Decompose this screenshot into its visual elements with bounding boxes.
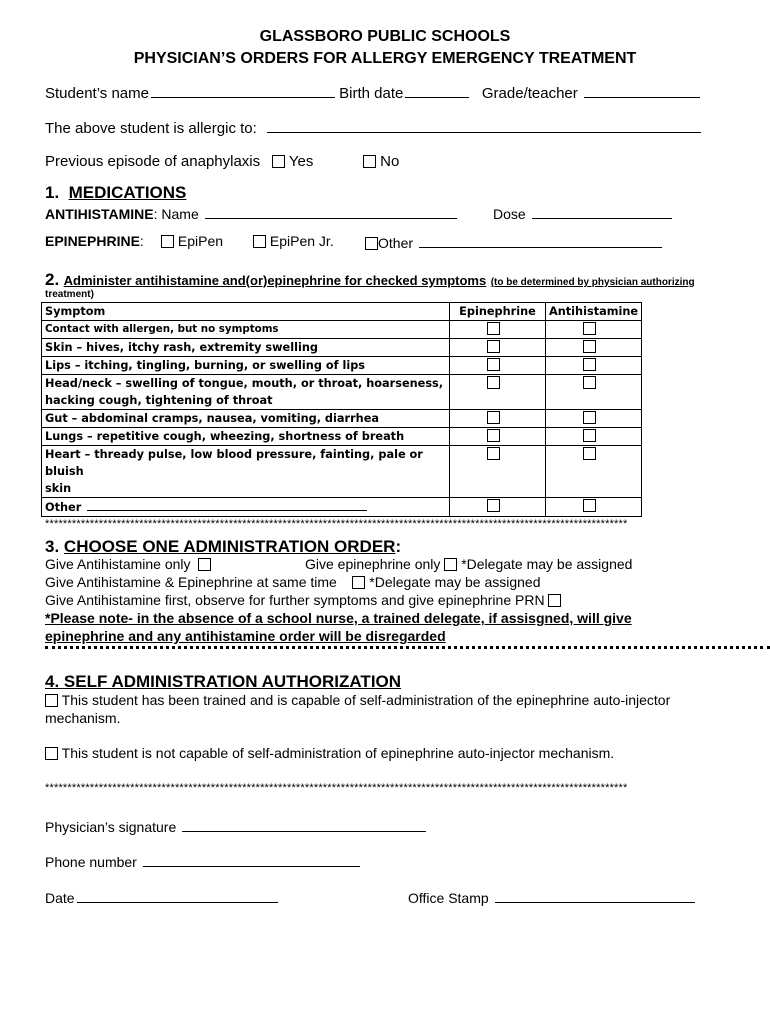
order-same-time-label: Give Antihistamine & Epinephrine at same time — [45, 574, 337, 590]
col-antihistamine: Antihistamine — [546, 303, 642, 321]
epipen-jr-checkbox[interactable] — [253, 235, 266, 248]
epi-checkbox[interactable] — [487, 340, 500, 353]
epi-checkbox[interactable] — [487, 376, 500, 389]
col-epinephrine: Epinephrine — [450, 303, 546, 321]
order-antihistamine-first — [45, 592, 561, 608]
self-admin-not-capable-label: This student is not capable of self-administration of epinephrine auto-injector mechanism. — [61, 745, 615, 761]
other-symptom-label: Other — [45, 501, 82, 514]
order-epinephrine-only-label: Give epinephrine only — [305, 556, 441, 572]
antihistamine-label: ANTIHISTAMINE — [45, 206, 154, 222]
symptoms-note-b: treatment) — [45, 289, 94, 300]
epi-checkbox[interactable] — [487, 358, 500, 371]
delegate-note-1: *Delegate may be assigned — [461, 556, 633, 572]
physician-signature-field[interactable] — [182, 817, 426, 832]
epi-checkbox[interactable] — [487, 499, 500, 512]
epi-checkbox[interactable] — [487, 322, 500, 335]
symptom-row-contact — [42, 321, 642, 339]
date-field[interactable] — [77, 888, 278, 903]
symptoms-heading — [45, 270, 695, 290]
antihistamine-row — [45, 204, 457, 222]
epipen-label: EpiPen — [177, 233, 224, 249]
dose-row — [493, 204, 672, 222]
other-med-field[interactable] — [419, 233, 662, 248]
self-admin-capable-line2: mechanism. — [45, 710, 121, 726]
symptom-row-skin — [42, 339, 642, 357]
grade-teacher-label: Grade/teacher — [481, 85, 578, 102]
physician-signature-label: Physician’s signature — [45, 819, 177, 835]
order-antihistamine-first-checkbox[interactable] — [548, 594, 561, 607]
birth-date-field[interactable] — [405, 83, 469, 98]
symptom-label-line2: hacking cough, tightening of throat — [45, 394, 273, 407]
epipen-jr-label: EpiPen Jr. — [269, 233, 334, 249]
student-info-row — [45, 83, 700, 102]
symptom-label — [42, 375, 450, 410]
anti-checkbox[interactable] — [583, 322, 596, 335]
yes-label: Yes — [288, 153, 314, 170]
order-antihistamine-only-checkbox[interactable] — [198, 558, 211, 571]
epi-checkbox[interactable] — [487, 447, 500, 460]
symptoms-note-a: (to be determined by physician authorizing — [490, 277, 695, 288]
birth-date-label: Birth date — [339, 85, 404, 102]
self-admin-capable-checkbox[interactable] — [45, 694, 58, 707]
office-stamp-field[interactable] — [495, 888, 695, 903]
nurse-note-line1: *Please note- in the absence of a school nurse, a trained delegate, if assisgned, will give — [45, 610, 632, 626]
order-antihistamine-first-label: Give Antihistamine first, observe for further symptoms and give epinephrine PRN — [45, 592, 545, 608]
medications-heading — [45, 183, 186, 203]
admin-order-heading — [45, 537, 401, 557]
symptom-table-header — [42, 303, 642, 321]
date-row — [45, 888, 278, 906]
antihistamine-name-field[interactable] — [205, 204, 457, 219]
anti-checkbox[interactable] — [583, 411, 596, 424]
anaphylaxis-label: Previous episode of anaphylaxis — [45, 153, 261, 170]
self-admin-heading: 4. SELF ADMINISTRATION AUTHORIZATION — [45, 672, 402, 691]
anti-checkbox[interactable] — [583, 376, 596, 389]
epi-checkbox[interactable] — [487, 429, 500, 442]
dose-field[interactable] — [532, 204, 672, 219]
symptom-label: Skin – hives, itchy rash, extremity swelling — [42, 339, 450, 357]
symptom-row-heart — [42, 446, 642, 498]
symptom-label: Contact with allergen, but no symptoms — [42, 321, 450, 339]
symptom-label: Lips – itching, tingling, burning, or swelling of lips — [42, 357, 450, 375]
student-name-field[interactable] — [151, 83, 335, 98]
symptom-table — [41, 302, 642, 517]
epinephrine-colon: : — [139, 233, 144, 249]
symptom-row-head-neck — [42, 375, 642, 410]
other-med-option — [365, 233, 662, 251]
symptom-label: Gut – abdominal cramps, nausea, vomiting, diarrhea — [42, 410, 450, 428]
dose-label: Dose — [493, 206, 526, 222]
form-title: PHYSICIAN’S ORDERS FOR ALLERGY EMERGENCY TREATMENT — [133, 50, 637, 67]
no-label: No — [380, 153, 400, 170]
separator-stars-2: ********************************************************************************************************************************** — [45, 782, 628, 794]
other-symptom-field[interactable] — [87, 498, 367, 511]
order-same-time-checkbox[interactable] — [352, 576, 365, 589]
epinephrine-row — [45, 233, 144, 249]
student-name-label: Student’s name — [45, 85, 149, 102]
phone-row — [45, 852, 360, 870]
self-admin-not-capable — [45, 745, 614, 761]
symptom-label-line1: Head/neck – swelling of tongue, mouth, or throat, hoarseness, — [45, 377, 444, 390]
epi-checkbox[interactable] — [487, 411, 500, 424]
anaphylaxis-no — [363, 153, 399, 170]
order-antihistamine-only — [45, 556, 211, 572]
anaphylaxis-yes — [272, 153, 313, 170]
allergic-to-field[interactable] — [267, 118, 701, 133]
anti-checkbox[interactable] — [583, 499, 596, 512]
anaphylaxis-row — [45, 153, 260, 170]
epipen-checkbox[interactable] — [161, 235, 174, 248]
symptom-row-gut — [42, 410, 642, 428]
dotted-separator — [45, 646, 770, 649]
school-name: GLASSBORO PUBLIC SCHOOLS — [259, 28, 511, 45]
admin-order-heading-text: CHOOSE ONE ADMINISTRATION ORDER — [63, 537, 396, 556]
anaphylaxis-no-checkbox[interactable] — [363, 155, 376, 168]
delegate-note-2: *Delegate may be assigned — [369, 574, 541, 590]
col-symptom: Symptom — [42, 303, 450, 321]
phone-field[interactable] — [143, 852, 360, 867]
symptom-label — [42, 498, 450, 517]
anti-checkbox[interactable] — [583, 447, 596, 460]
symptom-label: Lungs – repetitive cough, wheezing, shortness of breath — [42, 428, 450, 446]
epipen-option — [161, 233, 223, 249]
symptoms-heading-text: Administer antihistamine and(or)epinephrine for checked symptoms — [63, 273, 487, 288]
self-admin-capable — [45, 692, 670, 708]
other-med-checkbox[interactable] — [365, 237, 378, 250]
office-stamp-row — [408, 888, 695, 906]
symptom-row-lungs — [42, 428, 642, 446]
date-label: Date — [45, 890, 75, 906]
symptom-label-line2: skin — [45, 482, 72, 495]
anaphylaxis-yes-checkbox[interactable] — [272, 155, 285, 168]
symptom-label — [42, 446, 450, 498]
anti-checkbox[interactable] — [583, 358, 596, 371]
admin-order-heading-num: 3. — [45, 537, 60, 556]
order-same-time — [45, 574, 541, 590]
order-epinephrine-only-checkbox[interactable] — [444, 558, 457, 571]
self-admin-capable-label: This student has been trained and is capable of self-administration of the epinephrine auto-injector — [61, 692, 671, 708]
office-stamp-label: Office Stamp — [408, 890, 489, 906]
anti-checkbox[interactable] — [583, 340, 596, 353]
symptoms-heading-num: 2. — [45, 270, 60, 289]
symptom-row-lips — [42, 357, 642, 375]
epinephrine-label: EPINEPHRINE — [45, 233, 140, 249]
order-epinephrine-only — [305, 556, 632, 572]
physician-signature-row — [45, 817, 426, 835]
nurse-note-line2: epinephrine and any antihistamine order will be disregarded — [45, 628, 446, 644]
admin-order-colon: : — [395, 537, 402, 556]
phone-label: Phone number — [45, 854, 137, 870]
symptom-label-line1: Heart – thready pulse, low blood pressure, fainting, pale or bluish — [45, 448, 423, 478]
antihistamine-name-label: : Name — [153, 206, 199, 222]
epipen-jr-option — [253, 233, 334, 249]
allergy-row — [45, 118, 701, 137]
self-admin-not-capable-checkbox[interactable] — [45, 747, 58, 760]
grade-teacher-field[interactable] — [584, 83, 700, 98]
separator-stars: ********************************************************************************************************************************** — [45, 518, 628, 530]
medications-heading-num: 1. — [45, 183, 60, 202]
symptom-row-other — [42, 498, 642, 517]
allergic-to-label: The above student is allergic to: — [45, 120, 257, 137]
order-antihistamine-only-label: Give Antihistamine only — [45, 556, 191, 572]
anti-checkbox[interactable] — [583, 429, 596, 442]
medications-heading-text: MEDICATIONS — [68, 183, 187, 202]
other-med-label: Other — [378, 235, 414, 251]
